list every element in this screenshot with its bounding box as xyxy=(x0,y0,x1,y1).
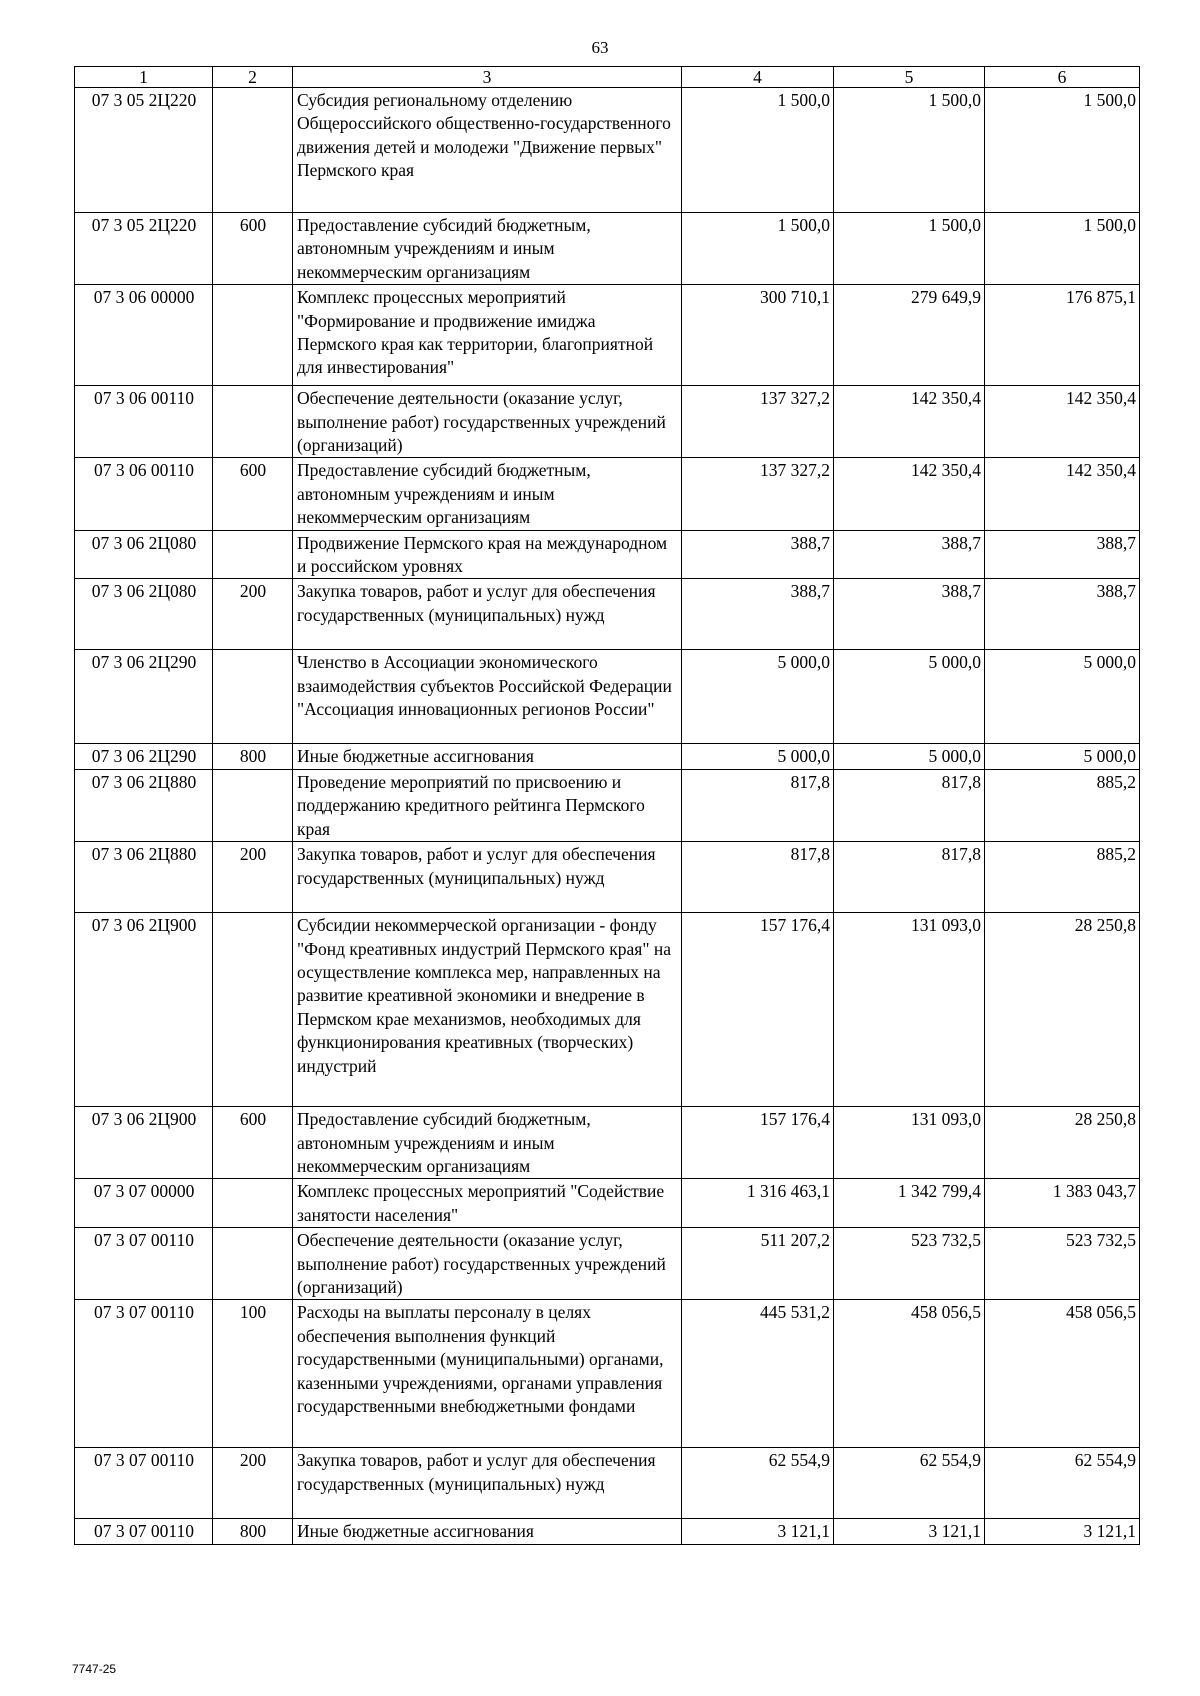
row-value-year-3: 142 350,4 xyxy=(985,458,1140,530)
row-name: Предоставление субсидий бюджетным, автономным учреждениям и иным некоммерческим организациям xyxy=(293,458,682,530)
row-name: Расходы на выплаты персоналу в целях обеспечения выполнения функций государственными (муниципальными) органами, казенными учреждениями, органами управления государственными внебюджетными фондами xyxy=(293,1300,682,1448)
column-header: 4 xyxy=(682,67,834,88)
row-value-year-2: 5 000,0 xyxy=(834,650,985,744)
budget-table xyxy=(74,66,1140,1545)
row-value-year-1: 137 327,2 xyxy=(682,386,834,458)
row-expense-type: 600 xyxy=(213,458,293,530)
header-row xyxy=(75,67,1140,88)
row-value-year-3: 176 875,1 xyxy=(985,285,1140,386)
column-header: 1 xyxy=(75,67,213,88)
row-value-year-3: 28 250,8 xyxy=(985,913,1140,1107)
row-value-year-2: 131 093,0 xyxy=(834,1107,985,1179)
row-value-year-2: 5 000,0 xyxy=(834,744,985,769)
row-name: Проведение мероприятий по присвоению и поддержанию кредитного рейтинга Пермского края xyxy=(293,769,682,841)
row-code: 07 3 06 2Ц080 xyxy=(75,579,213,650)
row-value-year-3: 885,2 xyxy=(985,769,1140,841)
row-value-year-3: 28 250,8 xyxy=(985,1107,1140,1179)
table-row xyxy=(75,1519,1140,1544)
row-name: Обеспечение деятельности (оказание услуг, выполнение работ) государственных учреждений (организаций) xyxy=(293,1228,682,1300)
row-expense-type: 100 xyxy=(213,1300,293,1448)
row-expense-type xyxy=(213,1228,293,1300)
row-code: 07 3 06 2Ц880 xyxy=(75,842,213,913)
row-expense-type: 800 xyxy=(213,744,293,769)
row-value-year-2: 1 342 799,4 xyxy=(834,1179,985,1228)
row-value-year-1: 157 176,4 xyxy=(682,913,834,1107)
row-value-year-2: 388,7 xyxy=(834,579,985,650)
row-value-year-1: 5 000,0 xyxy=(682,650,834,744)
row-expense-type: 600 xyxy=(213,1107,293,1179)
row-value-year-3: 1 500,0 xyxy=(985,88,1140,213)
row-value-year-1: 62 554,9 xyxy=(682,1448,834,1519)
row-value-year-3: 1 383 043,7 xyxy=(985,1179,1140,1228)
row-expense-type: 600 xyxy=(213,213,293,285)
row-value-year-3: 885,2 xyxy=(985,842,1140,913)
table-row xyxy=(75,744,1140,769)
row-value-year-1: 817,8 xyxy=(682,769,834,841)
table-row xyxy=(75,530,1140,579)
row-expense-type xyxy=(213,530,293,579)
row-value-year-1: 817,8 xyxy=(682,842,834,913)
column-header: 3 xyxy=(293,67,682,88)
row-value-year-2: 523 732,5 xyxy=(834,1228,985,1300)
row-code: 07 3 06 2Ц880 xyxy=(75,769,213,841)
row-name: Иные бюджетные ассигнования xyxy=(293,744,682,769)
row-expense-type xyxy=(213,285,293,386)
row-name: Предоставление субсидий бюджетным, автономным учреждениям и иным некоммерческим организациям xyxy=(293,1107,682,1179)
table-row xyxy=(75,88,1140,213)
row-name: Субсидии некоммерческой организации - фонду "Фонд креативных индустрий Пермского края" на осуществление комплекса мер, направленных на развитие креативной экономики и внедрение в Пермском крае механизмов, необходимых для функционирования креативных (творческих) индустрий xyxy=(293,913,682,1107)
row-expense-type xyxy=(213,88,293,213)
row-value-year-2: 817,8 xyxy=(834,842,985,913)
row-name: Закупка товаров, работ и услуг для обеспечения государственных (муниципальных) нужд xyxy=(293,579,682,650)
row-value-year-3: 388,7 xyxy=(985,530,1140,579)
document-code: 7747-25 xyxy=(72,1662,117,1676)
row-expense-type: 800 xyxy=(213,1519,293,1544)
row-expense-type xyxy=(213,1179,293,1228)
page-number: 63 xyxy=(591,38,609,57)
row-name: Предоставление субсидий бюджетным, автономным учреждениям и иным некоммерческим организациям xyxy=(293,213,682,285)
row-value-year-1: 1 316 463,1 xyxy=(682,1179,834,1228)
row-value-year-3: 62 554,9 xyxy=(985,1448,1140,1519)
row-value-year-2: 62 554,9 xyxy=(834,1448,985,1519)
row-name: Комплекс процессных мероприятий "Формирование и продвижение имиджа Пермского края как территории, благоприятной для инвестирования" xyxy=(293,285,682,386)
row-value-year-1: 1 500,0 xyxy=(682,88,834,213)
row-expense-type xyxy=(213,769,293,841)
table-row xyxy=(75,1107,1140,1179)
column-header: 5 xyxy=(834,67,985,88)
row-expense-type: 200 xyxy=(213,579,293,650)
row-code: 07 3 07 00000 xyxy=(75,1179,213,1228)
row-value-year-3: 5 000,0 xyxy=(985,650,1140,744)
row-expense-type: 200 xyxy=(213,842,293,913)
row-value-year-2: 142 350,4 xyxy=(834,458,985,530)
row-code: 07 3 06 00110 xyxy=(75,458,213,530)
row-code: 07 3 06 2Ц080 xyxy=(75,530,213,579)
table-row xyxy=(75,458,1140,530)
row-name: Комплекс процессных мероприятий "Содействие занятости населения" xyxy=(293,1179,682,1228)
table-row xyxy=(75,579,1140,650)
row-value-year-1: 300 710,1 xyxy=(682,285,834,386)
row-name: Закупка товаров, работ и услуг для обеспечения государственных (муниципальных) нужд xyxy=(293,1448,682,1519)
row-name: Иные бюджетные ассигнования xyxy=(293,1519,682,1544)
row-name: Обеспечение деятельности (оказание услуг, выполнение работ) государственных учреждений (организаций) xyxy=(293,386,682,458)
row-value-year-2: 142 350,4 xyxy=(834,386,985,458)
row-value-year-1: 137 327,2 xyxy=(682,458,834,530)
row-value-year-2: 1 500,0 xyxy=(834,213,985,285)
table-row xyxy=(75,386,1140,458)
row-code: 07 3 05 2Ц220 xyxy=(75,88,213,213)
column-header: 6 xyxy=(985,67,1140,88)
row-value-year-1: 157 176,4 xyxy=(682,1107,834,1179)
row-code: 07 3 06 00000 xyxy=(75,285,213,386)
table-row xyxy=(75,285,1140,386)
row-code: 07 3 07 00110 xyxy=(75,1519,213,1544)
row-value-year-2: 388,7 xyxy=(834,530,985,579)
row-code: 07 3 06 2Ц900 xyxy=(75,913,213,1107)
row-code: 07 3 05 2Ц220 xyxy=(75,213,213,285)
table-row xyxy=(75,650,1140,744)
row-value-year-2: 131 093,0 xyxy=(834,913,985,1107)
table-row xyxy=(75,842,1140,913)
row-code: 07 3 06 00110 xyxy=(75,386,213,458)
row-value-year-1: 3 121,1 xyxy=(682,1519,834,1544)
row-expense-type: 200 xyxy=(213,1448,293,1519)
row-code: 07 3 07 00110 xyxy=(75,1448,213,1519)
row-value-year-3: 388,7 xyxy=(985,579,1140,650)
row-expense-type xyxy=(213,913,293,1107)
row-value-year-1: 388,7 xyxy=(682,579,834,650)
table-row xyxy=(75,213,1140,285)
row-expense-type xyxy=(213,650,293,744)
row-code: 07 3 06 2Ц900 xyxy=(75,1107,213,1179)
row-code: 07 3 07 00110 xyxy=(75,1228,213,1300)
row-value-year-2: 279 649,9 xyxy=(834,285,985,386)
table-row xyxy=(75,1300,1140,1448)
table-row xyxy=(75,1448,1140,1519)
row-value-year-3: 1 500,0 xyxy=(985,213,1140,285)
row-value-year-1: 388,7 xyxy=(682,530,834,579)
row-code: 07 3 06 2Ц290 xyxy=(75,744,213,769)
row-value-year-2: 458 056,5 xyxy=(834,1300,985,1448)
row-value-year-1: 1 500,0 xyxy=(682,213,834,285)
row-value-year-3: 458 056,5 xyxy=(985,1300,1140,1448)
table-row xyxy=(75,913,1140,1107)
table-body xyxy=(75,88,1140,1545)
row-value-year-1: 511 207,2 xyxy=(682,1228,834,1300)
row-value-year-2: 817,8 xyxy=(834,769,985,841)
row-value-year-3: 523 732,5 xyxy=(985,1228,1140,1300)
row-value-year-3: 5 000,0 xyxy=(985,744,1140,769)
table-row xyxy=(75,1228,1140,1300)
row-name: Членство в Ассоциации экономического взаимодействия субъектов Российской Федерации "Ассоциация инновационных регионов России" xyxy=(293,650,682,744)
row-code: 07 3 06 2Ц290 xyxy=(75,650,213,744)
table-row xyxy=(75,769,1140,841)
column-header: 2 xyxy=(213,67,293,88)
row-value-year-1: 445 531,2 xyxy=(682,1300,834,1448)
row-value-year-2: 1 500,0 xyxy=(834,88,985,213)
row-name: Продвижение Пермского края на международном и российском уровнях xyxy=(293,530,682,579)
row-code: 07 3 07 00110 xyxy=(75,1300,213,1448)
row-value-year-3: 3 121,1 xyxy=(985,1519,1140,1544)
row-value-year-2: 3 121,1 xyxy=(834,1519,985,1544)
row-value-year-3: 142 350,4 xyxy=(985,386,1140,458)
table-row xyxy=(75,1179,1140,1228)
row-value-year-1: 5 000,0 xyxy=(682,744,834,769)
row-name: Субсидия региональному отделению Общероссийского общественно-государственного движения детей и молодежи "Движение первых" Пермского края xyxy=(293,88,682,213)
row-name: Закупка товаров, работ и услуг для обеспечения государственных (муниципальных) нужд xyxy=(293,842,682,913)
row-expense-type xyxy=(213,386,293,458)
